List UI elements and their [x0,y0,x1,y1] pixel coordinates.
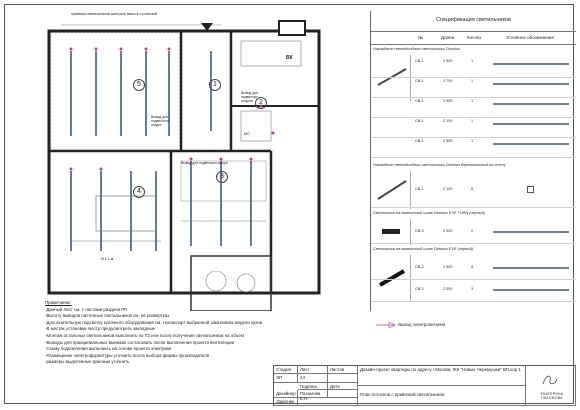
plan-top-note: привязка светильников смотреть вместе с розеткой [71,12,158,16]
notes-heading: Примечание: [45,300,72,305]
note-item: -Высоту выводов настенных светильников см. на развертках [45,313,170,319]
luminaire-symbol [493,289,569,291]
stamp-date-label: Дата [328,383,358,390]
plan-annotation: Вывод для подвесного шнура [181,161,228,165]
legend [375,321,445,329]
plan-annotation: Вывод для подвесных шнуров [241,91,258,103]
stamp-customer-label: Заказчик [274,398,298,406]
spec-row: СВ-2 1 500 5 [371,259,576,280]
wall-luminaire-symbol [527,186,534,193]
note-item: -Данный лист см. с листами раздела РП [45,306,128,312]
note-item: -Схему подключения выполнить на основе проекта электрики [45,346,172,352]
company-logo [526,366,576,406]
plan-annotation: ВК [286,55,293,61]
spec-row: СВ-1 1 900 1 [371,99,576,118]
stamp-designer-label: Дизайнер [274,390,298,398]
room-number: 1 [209,79,221,91]
spec-col-qty: Кол-во [467,35,481,40]
stamp-stage-label: Стадия [274,366,298,374]
room-number: 4 [133,186,145,198]
stamp-blank [328,390,358,398]
spec-row: СВ-3 2 000 2 [371,223,576,244]
note-item: -размеры выделенные красным уточнить [45,359,130,365]
spec-col-length: Длина [441,35,455,40]
spec-header [371,31,576,45]
luminaire-symbol [493,231,569,233]
legend-label: Вывод электропитания [398,322,446,328]
luminaire-symbol [493,63,569,65]
spec-row: СВ-1 1 700 1 [371,79,576,98]
stamp-project: Дизайн-проект квартиры по адресу г.Москва, ЖК "Новые Черемушки" ВП,кор 1 [358,366,526,386]
spec-group-title: Накладные светодиодные светильники Donolux Вертикальный на стену [373,163,506,167]
notes [45,300,345,366]
stamp-stage: ЭП [274,374,298,383]
room-number: 3 [216,171,228,183]
spec-row: СВ-1 1 500 1 [371,59,576,78]
spec-group-title: Накладные светодиодные светильники Donolux [373,47,460,51]
stamp-drawing: План потолков с привязкой светильников [358,386,526,406]
signature-logo-icon [540,372,560,388]
drawing-sheet [4,4,574,404]
plan-annotation: Ø 1.1 м [101,257,114,261]
plan-annotation: Вывод для подвесного шнура [151,115,169,127]
stamp-sheet-label: Лист [298,366,328,374]
spec-col-symbol: Условное обозначение [506,35,554,40]
spec-col-no: № [418,35,423,40]
title-block [273,365,576,406]
luminaire-symbol [493,103,569,105]
stamp-designer: Пахомова Е.Н. [298,390,328,398]
stamp-signature-label: Подпись [298,383,328,390]
spec-title: Спецификация светильников [436,17,511,23]
luminaire-symbol [493,143,569,145]
note-item: -Дополнительную подсветку кухонного оборудования см. техпаспорт выбранной заказчиком модели кухни [45,319,263,325]
luminaire-symbol [493,123,569,125]
note-item: -Выводы для принципиальных выемках согласовать после выполнения проекта вентиляции [45,339,235,345]
spec-group-title: Светильник на магнитный шине Donolux EYE TURN (черный) [373,211,485,215]
room-number: 5 [133,79,145,91]
luminaire-symbol [493,267,569,269]
stamp-sheets [328,374,358,383]
spec-row: СВ-1 2 550 1 [371,139,576,158]
stamp-sheet: 24 [298,374,328,383]
ceiling-plan [41,11,366,311]
spec-row: СВ-1 2 100 1 [371,119,576,138]
spec-row: СВ-2 2 000 3 [371,281,576,302]
power-outlet-icon [375,321,397,329]
logo-text: ЕКАТЕРИНА ПАХОМОВА [540,392,564,400]
stamp-blank [298,398,358,406]
spec-group-title: Светильник на магнитный шине Donolux EYE (черный) [373,247,474,251]
plan-annotation: МС [244,131,251,136]
luminaire-symbol [493,83,569,85]
luminaire-specification [370,11,576,311]
note-item: -Монтаж остальных светильников выполнить по ТЗ или после получения светильников на объект [45,332,245,338]
note-item: -Размещение электрофурнитуры уточнить после выбора фирмы производителя [45,352,210,358]
stamp-sheets-label: Листов [328,366,358,374]
note-item: -В местах установки люстр предусмотреть закладные [45,326,156,332]
room-number: 2 [255,97,267,109]
spec-row: СВ-1 2 100 5 [371,177,576,208]
